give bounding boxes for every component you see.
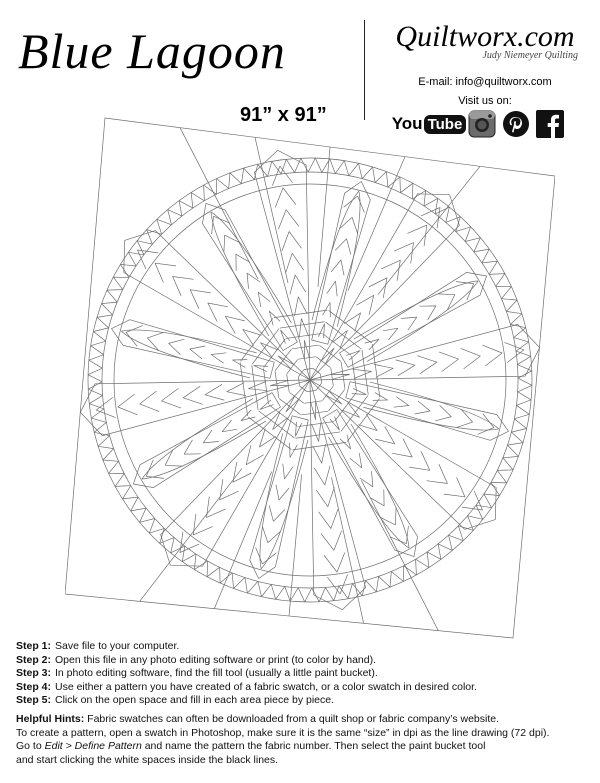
quilt-line-4 xyxy=(214,471,271,608)
quilt-line-162 xyxy=(290,443,298,458)
quilt-line-33 xyxy=(391,566,403,582)
quilt-line-174 xyxy=(246,445,263,465)
quilt-line-181 xyxy=(260,400,274,409)
quilt-line-246 xyxy=(339,217,357,233)
quilt-line-142 xyxy=(340,435,351,449)
quilt-line-187 xyxy=(146,460,164,479)
quilt-line-6 xyxy=(289,474,302,616)
quilt-line-195 xyxy=(183,386,203,404)
quilt-line-261 xyxy=(347,351,361,360)
quilt-line-229 xyxy=(211,212,291,323)
quilt-line-122 xyxy=(373,393,388,401)
quilt-line-221 xyxy=(281,330,290,344)
quilt-line-64 xyxy=(88,368,102,382)
quilt-line-70 xyxy=(107,290,123,303)
quilt-line-189 xyxy=(142,399,253,479)
quilt-line-203 xyxy=(211,353,226,363)
hints-line-1: Helpful Hints: Fabric swatches can often be downloaded from a quilt shop or fabric company’s website. xyxy=(16,713,500,725)
quilt-line-125 xyxy=(436,405,452,421)
quilt-line-201 xyxy=(254,366,268,372)
quilt-line-237 xyxy=(278,210,299,230)
quilt-line-183 xyxy=(222,420,237,432)
header-divider xyxy=(364,20,365,120)
hints-line-4: and start clicking the white spaces inside the black lines. xyxy=(16,753,279,766)
quilt-line-168 xyxy=(261,440,308,569)
quilt-line-16 xyxy=(518,378,532,392)
quilt-line-234 xyxy=(290,275,306,294)
quilt-line-38 xyxy=(325,586,339,601)
quilt-line-176 xyxy=(220,479,239,500)
quilt-line-294 xyxy=(298,377,299,386)
contact-email: E-mail: info@quiltworx.com xyxy=(418,76,552,88)
quilt-line-124 xyxy=(415,401,431,414)
quilt-line-235 xyxy=(286,253,304,273)
quilt-line-270 xyxy=(320,374,321,383)
quilt-line-123 xyxy=(394,397,409,407)
quilt-line-192 xyxy=(249,382,268,391)
quilt-line-104 xyxy=(489,274,505,287)
quilt-line-10 xyxy=(361,480,438,630)
quilt-line-184 xyxy=(203,430,219,443)
quilt-line-244 xyxy=(331,260,344,276)
quilt-line-154 xyxy=(314,466,330,485)
quilt-line-236 xyxy=(282,232,302,252)
quilt-line-266 xyxy=(438,294,455,310)
step-3: Step 3: In photo editing software, find the fill tool (usually a little paint bucket). xyxy=(16,667,378,679)
quilt-line-145 xyxy=(370,489,384,505)
quilt-line-285 xyxy=(298,422,334,427)
quilt-line-207 xyxy=(126,326,143,347)
quilt-line-81 xyxy=(216,179,228,195)
quilt-line-112 xyxy=(353,369,372,378)
quilt-line-205 xyxy=(169,339,185,355)
step-2: Step 2: Open this file in any photo editing software or print (to color by hand). xyxy=(16,653,377,666)
quilt-line-267 xyxy=(456,282,474,301)
quilt-line-164 xyxy=(276,485,289,501)
quilt-line-296 xyxy=(275,371,279,398)
quilt-line-32 xyxy=(404,559,417,575)
youtube-icon[interactable]: You Tube xyxy=(396,110,462,138)
quilt-line-202 xyxy=(233,360,248,368)
quilt-line-231 xyxy=(304,340,309,358)
quilt-line-119 xyxy=(504,342,524,362)
visit-us-label: Visit us on: xyxy=(458,95,512,107)
quilt-line-161 xyxy=(296,422,302,436)
quilt-line-141 xyxy=(330,417,339,431)
quilt-line-243 xyxy=(327,281,337,296)
quilt-line-186 xyxy=(165,450,182,466)
quilt-line-265 xyxy=(419,306,435,320)
quilt-line-239 xyxy=(272,166,292,186)
quilt-line-101 xyxy=(465,238,480,252)
quilt-line-111 xyxy=(331,374,349,379)
quilt-line-26 xyxy=(468,505,483,519)
quilt-line-121 xyxy=(352,388,366,394)
quilt-line-295 xyxy=(287,374,290,392)
quilt-line-159 xyxy=(327,574,347,594)
quilt-line-23 xyxy=(491,470,507,483)
quilt-line-180 xyxy=(133,393,280,488)
helpful-hints xyxy=(16,713,596,767)
quilt-line-198 xyxy=(118,394,138,415)
quilt-line-144 xyxy=(360,471,373,487)
quilt-line-22 xyxy=(497,458,513,471)
quilt-line-136 xyxy=(409,451,430,470)
quilt-line-31 xyxy=(416,552,429,568)
quilt-line-137 xyxy=(427,464,448,483)
quilt-line-250 xyxy=(310,194,459,380)
quilt-line-238 xyxy=(275,188,296,208)
quilt-line-54 xyxy=(131,497,146,511)
quilt-line-149 xyxy=(329,437,409,548)
quilt-line-308 xyxy=(292,345,319,349)
quilt-line-55 xyxy=(123,486,139,499)
quilt-line-138 xyxy=(444,477,465,496)
quilt-line-225 xyxy=(236,254,250,270)
quilt-line-155 xyxy=(316,487,334,507)
quilt-line-217 xyxy=(173,277,194,296)
quilt-line-2 xyxy=(140,469,242,602)
quilt-line-273 xyxy=(352,356,357,392)
quilt-line-197 xyxy=(140,391,160,412)
quilt-line-62 xyxy=(89,395,104,409)
quilt-line-9 xyxy=(378,166,480,294)
quilt-line-77 xyxy=(168,210,182,225)
quilt-line-80 xyxy=(204,185,217,201)
quilt-line-115 xyxy=(417,356,437,374)
quilt-line-94 xyxy=(388,177,401,193)
quilt-line-204 xyxy=(190,346,206,359)
quilt-line-72 xyxy=(121,264,137,277)
quilt-line-40 xyxy=(298,588,312,602)
hints-line-2: To create a pattern, open a swatch in Photoshop, make sure it is the same “size” in dpi as the line drawing (72 dpi). xyxy=(16,726,550,739)
brand-logo xyxy=(380,20,590,61)
quilt-line-260 xyxy=(340,272,487,367)
quilt-line-218 xyxy=(155,263,176,282)
quilt-line-263 xyxy=(383,328,398,340)
quilt-line-86 xyxy=(281,159,295,174)
quilt-line-56 xyxy=(115,474,131,487)
brand-subtitle: Judy Niemeyer Quilting xyxy=(482,50,578,61)
quilt-line-103 xyxy=(482,261,498,274)
quilt-line-30 xyxy=(427,544,441,559)
quilt-line-48 xyxy=(194,554,207,570)
quilt-line-140 xyxy=(323,410,418,557)
quilt-line-7 xyxy=(348,157,405,291)
quilt-line-216 xyxy=(190,290,211,309)
quilt-line-226 xyxy=(224,235,240,252)
quilt-line-194 xyxy=(205,384,224,400)
quilt-line-156 xyxy=(319,509,339,529)
quilt-line-196 xyxy=(162,389,182,409)
quilt-line-255 xyxy=(369,278,387,298)
quilt-line-297 xyxy=(263,368,268,404)
quilt-line-158 xyxy=(324,553,345,573)
quilt-line-71 xyxy=(113,277,129,290)
quilt-line-206 xyxy=(147,332,163,350)
quilt-line-65 xyxy=(89,355,104,369)
quilt-line-262 xyxy=(365,339,379,350)
quilt-line-258 xyxy=(407,225,426,246)
quilt-line-135 xyxy=(392,439,412,457)
quilt-line-165 xyxy=(269,506,285,522)
step-5: Step 5: Click on the open space and fill in each area piece by piece. xyxy=(16,694,335,706)
quilt-line-269 xyxy=(367,281,478,361)
quilt-line-166 xyxy=(262,527,280,543)
quilt-line-177 xyxy=(207,497,226,518)
quilt-line-254 xyxy=(356,295,373,315)
quilt-line-309 xyxy=(286,333,322,338)
quilt-line-102 xyxy=(474,249,489,263)
quilt-line-208 xyxy=(121,331,250,378)
quilt-line-116 xyxy=(439,352,459,372)
quilt-line-215 xyxy=(208,303,228,321)
quilt-line-283 xyxy=(304,401,322,404)
quilt-line-182 xyxy=(241,410,255,421)
quilt-line-79 xyxy=(191,193,204,209)
quilt-line-117 xyxy=(461,348,481,369)
quilt-line-8 xyxy=(331,477,363,623)
quilt-line-175 xyxy=(233,462,251,482)
quilt-line-17 xyxy=(516,392,531,406)
quilt-line-151 xyxy=(311,401,316,419)
quilt-line-134 xyxy=(375,426,395,443)
quilt-line-214 xyxy=(225,316,245,333)
quilt-line-178 xyxy=(193,514,212,535)
quilt-line-272 xyxy=(341,362,345,389)
quilt-line-53 xyxy=(140,508,155,522)
quilt-line-14 xyxy=(516,351,531,365)
quilt-line-118 xyxy=(483,345,503,366)
quilt-line-95 xyxy=(400,183,413,199)
quilt-line-157 xyxy=(321,531,342,551)
quilt-line-74 xyxy=(137,241,152,255)
quilt-line-282 xyxy=(307,390,316,391)
quilt-line-210 xyxy=(124,231,310,380)
quilt-line-306 xyxy=(304,368,313,369)
quilt-line-146 xyxy=(380,508,396,525)
quilt-line-224 xyxy=(247,273,260,289)
quilt-line-220 xyxy=(202,203,297,350)
instruction-steps xyxy=(16,640,591,708)
quilt-line-185 xyxy=(184,440,200,454)
quilt-line-167 xyxy=(256,547,277,564)
quilt-line-307 xyxy=(298,357,316,360)
quilt-line-170 xyxy=(161,380,310,566)
hints-line-3: Go to Edit > Define Pattern and name the pattern the fabric number. Then select the paint bucket tool xyxy=(16,740,486,752)
quilt-line-96 xyxy=(412,191,425,207)
quilt-line-29 xyxy=(438,535,452,550)
brand-name: Quiltworx.com xyxy=(395,20,575,53)
quilt-line-24 xyxy=(484,482,500,495)
quilt-line-245 xyxy=(335,239,351,255)
quilt-line-247 xyxy=(344,196,365,213)
quilt-dimensions: 91” x 91” xyxy=(240,104,327,126)
quilt-line-3 xyxy=(255,137,288,283)
quilt-line-114 xyxy=(396,360,415,376)
quilt-line-232 xyxy=(299,319,308,338)
quilt-line-191 xyxy=(270,381,288,386)
quilt-line-248 xyxy=(312,191,359,320)
quilt-line-199 xyxy=(96,397,116,417)
quilt-line-163 xyxy=(283,464,293,479)
quilt-line-143 xyxy=(350,453,362,468)
quilt-line-264 xyxy=(401,317,417,330)
step-4: Step 4: Use either a pattern you have created of a fabric swatch, or a color swatch in desired color. xyxy=(16,680,477,693)
quilt-line-222 xyxy=(269,311,280,325)
quilt-line-drawing xyxy=(65,110,555,650)
quilt-line-88 xyxy=(308,158,322,172)
quilt-line-241 xyxy=(318,324,324,338)
pattern-title: Blue Lagoon xyxy=(18,23,286,79)
quilt-line-128 xyxy=(370,382,499,429)
quilt-line-223 xyxy=(258,292,270,307)
quilt-line-271 xyxy=(331,368,334,386)
quilt-line-242 xyxy=(323,303,331,318)
quilt-line-78 xyxy=(179,201,193,216)
step-1: Step 1: Save file to your computer. xyxy=(16,640,180,652)
quilt-line-105 xyxy=(496,286,512,298)
quilt-line-57 xyxy=(109,461,125,473)
quilt-line-284 xyxy=(301,411,328,415)
quilt-line-152 xyxy=(312,423,321,442)
quilt-line-47 xyxy=(207,561,220,577)
quilt-line-127 xyxy=(477,414,494,435)
quilt-line-1 xyxy=(180,128,258,279)
quilt-line-126 xyxy=(457,409,473,427)
